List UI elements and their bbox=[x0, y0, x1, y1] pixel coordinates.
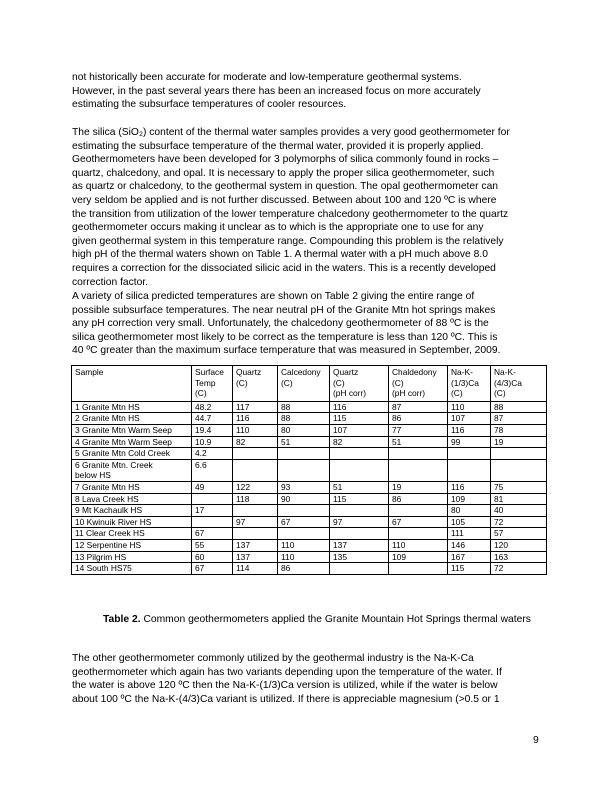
table-cell: 109 bbox=[389, 551, 448, 563]
table-row bbox=[72, 528, 547, 540]
table-cell bbox=[389, 505, 448, 517]
table-cell: 5 Granite Mtn Cold Creek bbox=[72, 448, 192, 460]
table-cell: 67 bbox=[389, 516, 448, 528]
header-cell: Na-K- (1/3)Ca (C) bbox=[448, 366, 491, 402]
table-cell: 51 bbox=[330, 481, 389, 493]
table-caption bbox=[103, 613, 531, 626]
table-cell: 111 bbox=[448, 528, 491, 540]
table-cell: 116 bbox=[448, 481, 491, 493]
table-cell bbox=[389, 448, 448, 460]
table-cell: 14 South HS75 bbox=[72, 563, 192, 575]
table-cell: 55 bbox=[192, 539, 233, 551]
table-cell: 115 bbox=[330, 413, 389, 425]
table-row bbox=[72, 424, 547, 436]
table-cell: 137 bbox=[330, 539, 389, 551]
table-cell bbox=[233, 528, 278, 540]
header-cell: Na-K- (4/3)Ca (C) bbox=[491, 366, 547, 402]
table-cell: 51 bbox=[278, 436, 330, 448]
table-cell: 116 bbox=[330, 401, 389, 413]
table-cell: 120 bbox=[491, 539, 547, 551]
table-cell: 60 bbox=[192, 551, 233, 563]
table-cell: 97 bbox=[233, 516, 278, 528]
table-caption-text: Common geothermometers applied the Granite Mountain Hot Springs thermal waters bbox=[140, 614, 531, 625]
table-cell bbox=[330, 528, 389, 540]
table-cell: 122 bbox=[233, 481, 278, 493]
table-cell: 116 bbox=[233, 413, 278, 425]
table-cell bbox=[448, 459, 491, 481]
table-cell: 51 bbox=[389, 436, 448, 448]
paragraph-silica-geothermometer: The silica (SiO₂) content of the thermal water samples provides a very good geothermometer for estimating the subsurface temperature of the thermal water, provided it is properly applied. Geothermometers have been developed for 3 polymorphs of silica commonly found in rocks – quartz, chalcedony, and opal. It is necessary to apply the proper silica geothermometer, such as quartz or chalcedony, to the geothermal system in question. The opal geothermometer can very seldom be applied and is not further discussed. Between about 100 and 120 ºC is where the transition from utilization of the lower temperature chalcedony geothermometer to the quartz geothermometer occurs making it unclear as to which is the appropriate one to use for any given geothermal system in this temperature range. Compounding this problem is the relatively high pH of the thermal waters shown on Table 1. A thermal water with a pH much above 8.0 requires a correction for the dissociated silicic acid in the waters. This is a recently developed correction factor. bbox=[72, 127, 510, 288]
table-cell: 48.2 bbox=[192, 401, 233, 413]
table-cell bbox=[389, 459, 448, 481]
table-cell: 115 bbox=[448, 563, 491, 575]
table-row bbox=[72, 448, 547, 460]
table-cell: 167 bbox=[448, 551, 491, 563]
table-cell: 109 bbox=[448, 493, 491, 505]
table-cell: 163 bbox=[491, 551, 547, 563]
table-cell: 137 bbox=[233, 539, 278, 551]
table-row bbox=[72, 401, 547, 413]
table-cell: 19.4 bbox=[192, 424, 233, 436]
table-cell bbox=[233, 505, 278, 517]
table-cell: 82 bbox=[233, 436, 278, 448]
page-number: 9 bbox=[533, 735, 539, 746]
table-row bbox=[72, 481, 547, 493]
table-row bbox=[72, 551, 547, 563]
table-cell: 110 bbox=[448, 401, 491, 413]
table-cell: 13 Pilgrim HS bbox=[72, 551, 192, 563]
table-cell: 87 bbox=[389, 401, 448, 413]
table-cell: 110 bbox=[389, 539, 448, 551]
table-cell bbox=[278, 459, 330, 481]
table-cell: 10.9 bbox=[192, 436, 233, 448]
header-cell: Sample bbox=[72, 366, 192, 402]
table-cell: 81 bbox=[491, 493, 547, 505]
header-cell: Chaldedony (C) (pH corr) bbox=[389, 366, 448, 402]
table-cell: 67 bbox=[192, 528, 233, 540]
header-cell: Quartz (C) bbox=[233, 366, 278, 402]
table-cell bbox=[389, 563, 448, 575]
table-cell bbox=[491, 459, 547, 481]
table-cell bbox=[192, 516, 233, 528]
table-cell: 90 bbox=[278, 493, 330, 505]
table-cell: 107 bbox=[448, 413, 491, 425]
table-cell: 57 bbox=[491, 528, 547, 540]
table-cell: 110 bbox=[233, 424, 278, 436]
paragraph-silica-temperatures: A variety of silica predicted temperatures are shown on Table 2 giving the entire range of possible subsurface temperatures. The near neutral pH of the Granite Mtn hot springs makes any pH correction very small. Unfortunately, the chalcedony geothermometer of 88 ºC is the silica geothermometer most likely to be correct as the temperature is less than 120 ºC. This is 40 ºC greater than the maximum surface temperature that was measured in September, 2009. bbox=[72, 291, 501, 357]
table-cell: 87 bbox=[491, 413, 547, 425]
table-cell: 40 bbox=[491, 505, 547, 517]
table-cell: 86 bbox=[389, 413, 448, 425]
table-cell: 99 bbox=[448, 436, 491, 448]
table-cell: 2 Granite Mtn HS bbox=[72, 413, 192, 425]
table-cell: 105 bbox=[448, 516, 491, 528]
table-cell: 11 Clear Creek HS bbox=[72, 528, 192, 540]
table-row bbox=[72, 459, 547, 481]
table-row bbox=[72, 493, 547, 505]
table-cell bbox=[278, 528, 330, 540]
table-cell: 10 Kwinuik River HS bbox=[72, 516, 192, 528]
table-cell: 19 bbox=[389, 481, 448, 493]
table-cell bbox=[278, 505, 330, 517]
table-cell bbox=[233, 459, 278, 481]
table-cell: 19 bbox=[491, 436, 547, 448]
table-cell: 116 bbox=[448, 424, 491, 436]
table-row bbox=[72, 505, 547, 517]
table-cell: 4.2 bbox=[192, 448, 233, 460]
table-cell: 72 bbox=[491, 516, 547, 528]
table-cell: 88 bbox=[491, 401, 547, 413]
table-cell: 72 bbox=[491, 563, 547, 575]
table-cell: 12 Serpentine HS bbox=[72, 539, 192, 551]
table-header-row bbox=[72, 366, 547, 402]
table-cell: 97 bbox=[330, 516, 389, 528]
table-cell bbox=[330, 505, 389, 517]
table-cell bbox=[192, 493, 233, 505]
table-row bbox=[72, 436, 547, 448]
table-cell: 117 bbox=[233, 401, 278, 413]
table-cell: 75 bbox=[491, 481, 547, 493]
table-caption-label: Table 2. bbox=[103, 614, 141, 625]
table-cell bbox=[330, 448, 389, 460]
table-cell: 114 bbox=[233, 563, 278, 575]
table-cell bbox=[278, 448, 330, 460]
table-cell: 93 bbox=[278, 481, 330, 493]
header-cell: Calcedony (C) bbox=[278, 366, 330, 402]
header-cell: Quartz (C) (pH corr) bbox=[330, 366, 389, 402]
table-row bbox=[72, 563, 547, 575]
table-cell bbox=[389, 528, 448, 540]
table-cell: 88 bbox=[278, 413, 330, 425]
paragraph-na-k-ca: The other geothermometer commonly utilized by the geothermal industry is the Na-K-Ca geothermometer which again has two variants depending upon the temperature of the water. If the water is above 120 ºC then the Na-K-(1/3)Ca version is utilized, while if the water is below about 100 ºC the Na-K-(4/3)Ca variant is utilized. If there is appreciable magnesium (>0.5 or 1 bbox=[72, 653, 502, 705]
table-cell: 3 Granite Mtn Warm Seep bbox=[72, 424, 192, 436]
table-cell: 67 bbox=[278, 516, 330, 528]
table-cell: 137 bbox=[233, 551, 278, 563]
table-cell: 110 bbox=[278, 539, 330, 551]
table-cell: 135 bbox=[330, 551, 389, 563]
table-cell: 9 Mt Kachaulk HS bbox=[72, 505, 192, 517]
table-cell bbox=[330, 459, 389, 481]
table-row bbox=[72, 539, 547, 551]
table-cell: 6.6 bbox=[192, 459, 233, 481]
table-cell: 17 bbox=[192, 505, 233, 517]
table-row bbox=[72, 516, 547, 528]
table-cell: 118 bbox=[233, 493, 278, 505]
geothermometer-table bbox=[71, 365, 547, 575]
table-cell: 44.7 bbox=[192, 413, 233, 425]
table-cell: 49 bbox=[192, 481, 233, 493]
table-cell: 86 bbox=[278, 563, 330, 575]
table-cell: 86 bbox=[389, 493, 448, 505]
table-cell bbox=[330, 563, 389, 575]
table-cell bbox=[448, 448, 491, 460]
table-cell: 1 Granite Mtn HS bbox=[72, 401, 192, 413]
table-cell: 107 bbox=[330, 424, 389, 436]
paragraph-intro-continuation: not historically been accurate for moderate and low-temperature geothermal systems. However, in the past several years there has been an increased focus on more accurately estimating the subsurface temperatures of cooler resources. bbox=[72, 72, 481, 111]
table-cell: 78 bbox=[491, 424, 547, 436]
table-cell: 67 bbox=[192, 563, 233, 575]
table-cell: 146 bbox=[448, 539, 491, 551]
table-cell: 110 bbox=[278, 551, 330, 563]
table-cell: 8 Lava Creek HS bbox=[72, 493, 192, 505]
table-cell: 82 bbox=[330, 436, 389, 448]
header-cell: Surface Temp (C) bbox=[192, 366, 233, 402]
table-cell: 4 Granite Mtn Warm Seep bbox=[72, 436, 192, 448]
table-cell: 88 bbox=[278, 401, 330, 413]
table-row bbox=[72, 413, 547, 425]
table-cell: 6 Granite Mtn. Creek below HS bbox=[72, 459, 192, 481]
table-cell bbox=[491, 448, 547, 460]
table-cell: 80 bbox=[278, 424, 330, 436]
table-cell: 7 Granite Mtn HS bbox=[72, 481, 192, 493]
table-cell: 77 bbox=[389, 424, 448, 436]
table-cell: 80 bbox=[448, 505, 491, 517]
table-cell bbox=[233, 448, 278, 460]
table-cell: 115 bbox=[330, 493, 389, 505]
